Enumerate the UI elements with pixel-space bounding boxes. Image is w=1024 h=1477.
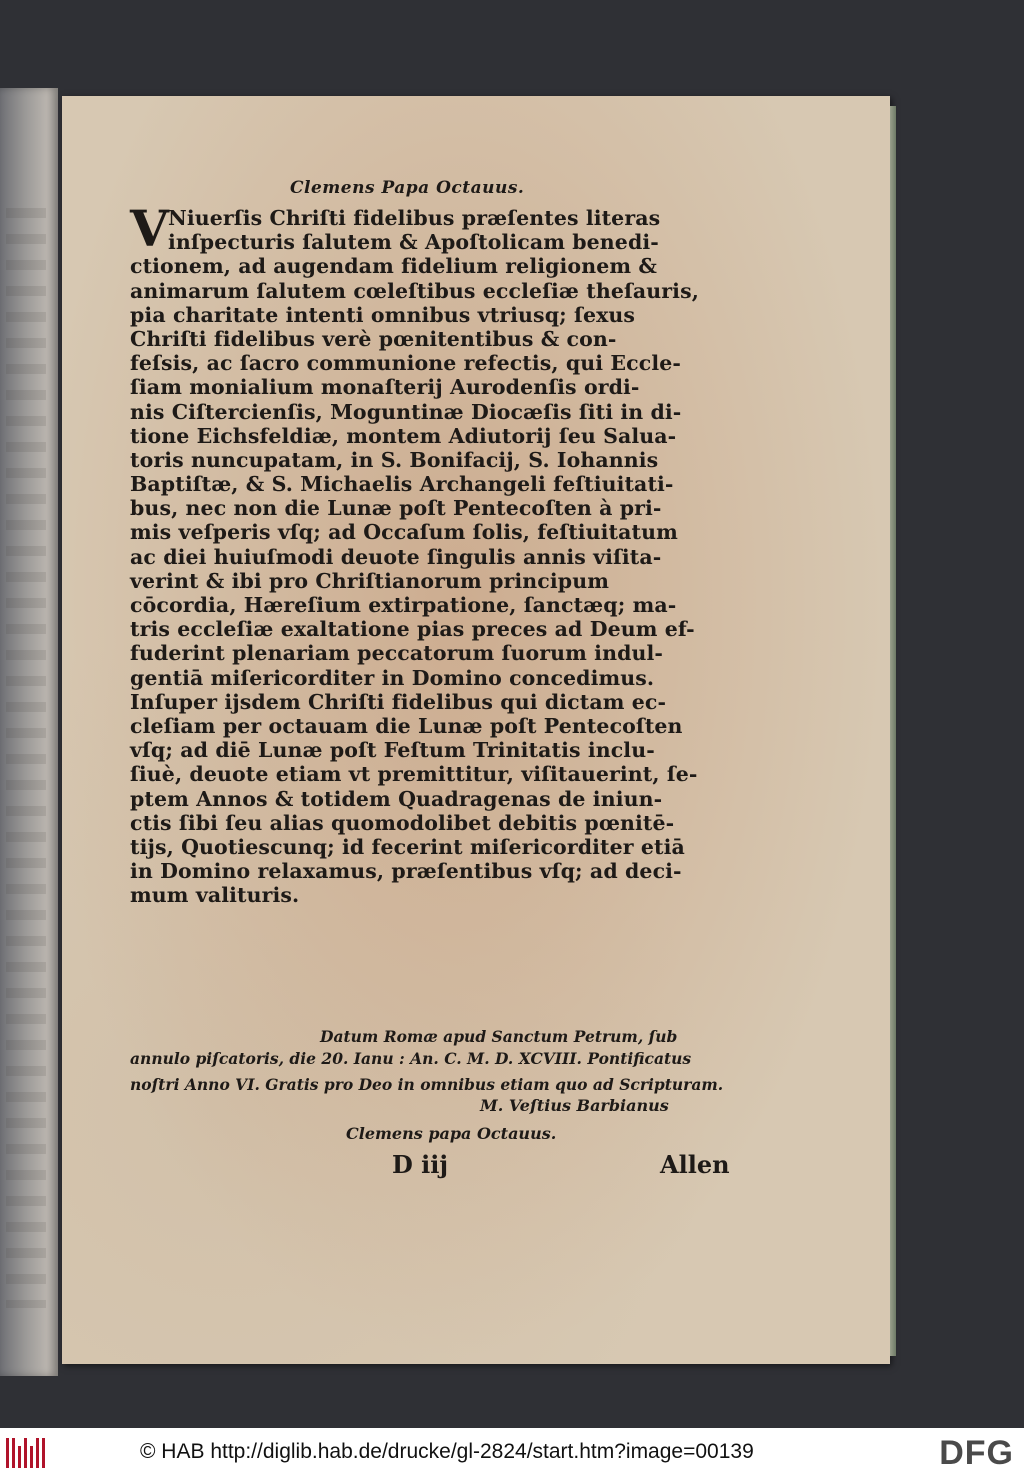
text-line: vſq; ad diē Lunæ poſt Feſtum Trinitatis inclu-	[130, 738, 655, 763]
text-line: animarum ſalutem cœleſtibus eccleſiæ theſauris,	[130, 278, 699, 303]
text-line: in Domino relaxamus, præſentibus vſq; ad deci-	[130, 859, 682, 884]
text-line: feſsis, ac ſacro communione refectis, qui Eccle-	[130, 351, 681, 376]
closing-line: Clemens papa Octauus.	[346, 1124, 557, 1143]
text-line: toris nuncupatam, in S. Bonifacij, S. Iohannis	[130, 447, 659, 472]
drop-cap: V	[130, 199, 169, 258]
datum-line: annulo piſcatoris, die 20. Ianu : An. C. M. D. XCVIII. Pontificatus	[130, 1049, 692, 1068]
footer-credit-link[interactable]: © HAB http://diglib.hab.de/drucke/gl-2824/start.htm?image=00139	[140, 1440, 754, 1463]
text-line: tione Eichsfeldiæ, montem Adiutorij ſeu Salua-	[130, 423, 677, 448]
text-line: Chriſti fidelibus verè pœnitentibus & con-	[130, 326, 617, 351]
text-line: ptem Annos & totidem Quadragenas de iniun-	[130, 786, 663, 811]
text-line: Baptiſtæ, & S. Michaelis Archangeli feſtiuitati-	[130, 472, 674, 497]
hab-logo-icon	[6, 1438, 46, 1468]
running-head: Clemens Papa Octauus.	[290, 178, 525, 198]
text-line: verint & ibi pro Chriſtianorum principum	[130, 568, 609, 593]
datum-inline: Datum Romæ apud Sanctum Petrum, ſub	[320, 1027, 678, 1046]
text-line: Inſuper ijsdem Chriſti fidelibus qui dictam ec-	[130, 689, 667, 714]
text-line: inſpecturis ſalutem & Apoſtolicam benedi-	[168, 230, 659, 255]
text-line: cleſiam per octauam die Lunæ poſt Pentecoſten	[130, 713, 683, 738]
page-edge	[890, 106, 896, 1356]
body-text	[130, 199, 699, 908]
text-line: mis veſperis vſq; ad Occaſum ſolis, feſtiuitatum	[130, 520, 678, 545]
datum-line: noſtri Anno VI. Gratis pro Deo in omnibus etiam quo ad Scripturam.	[130, 1075, 724, 1094]
footer-bar	[0, 1428, 1024, 1477]
text-line: tijs, Quotiescunq; id fecerint miſericorditer etiā	[130, 834, 685, 859]
text-line: pia charitate intenti omnibus vtriusq; ſexus	[130, 302, 636, 327]
catchword: Allen	[660, 1150, 730, 1179]
previous-page-text-shadow	[6, 208, 46, 1308]
previous-page-edge	[0, 88, 58, 1376]
text-line: cōcordia, Hæreſium extirpatione, ſanctæq; ma-	[130, 593, 677, 617]
book-page	[62, 96, 890, 1364]
text-line: gentiā miſericorditer in Domino concedimus.	[130, 665, 655, 690]
text-line: ſiam monialium monaſterij Aurodenſis ordi-	[130, 375, 640, 400]
text-line: fuderint plenariam peccatorum ſuorum indul-	[130, 641, 664, 666]
text-line: tris eccleſiæ exaltatione pias preces ad Deum ef-	[130, 617, 695, 642]
text-line: ctis ſibi ſeu alias quomodolibet debitis pœnitē-	[130, 810, 675, 835]
text-line: ac diei huiuſmodi deuote ſingulis annis viſita-	[130, 544, 662, 569]
signatory: M. Veſtius Barbianus	[480, 1096, 669, 1115]
signature-mark: D iij	[392, 1150, 449, 1179]
datum-block	[130, 1020, 724, 1098]
dfg-logo: DFG	[939, 1434, 1014, 1472]
text-line: bus, nec non die Lunæ poſt Pentecoſten à pri-	[130, 496, 662, 521]
text-line: mum valituris.	[130, 883, 300, 908]
text-line: ſiuè, deuote etiam vt premittitur, viſitauerint, ſe-	[130, 762, 698, 787]
text-line: nis Ciſtercienſis, Moguntinæ Diocæſis ſiti in di-	[130, 399, 682, 424]
text-line: Niuerſis Chriſti fidelibus præſentes literas	[168, 206, 661, 230]
text-line: ctionem, ad augendam fidelium religionem &	[130, 254, 657, 279]
